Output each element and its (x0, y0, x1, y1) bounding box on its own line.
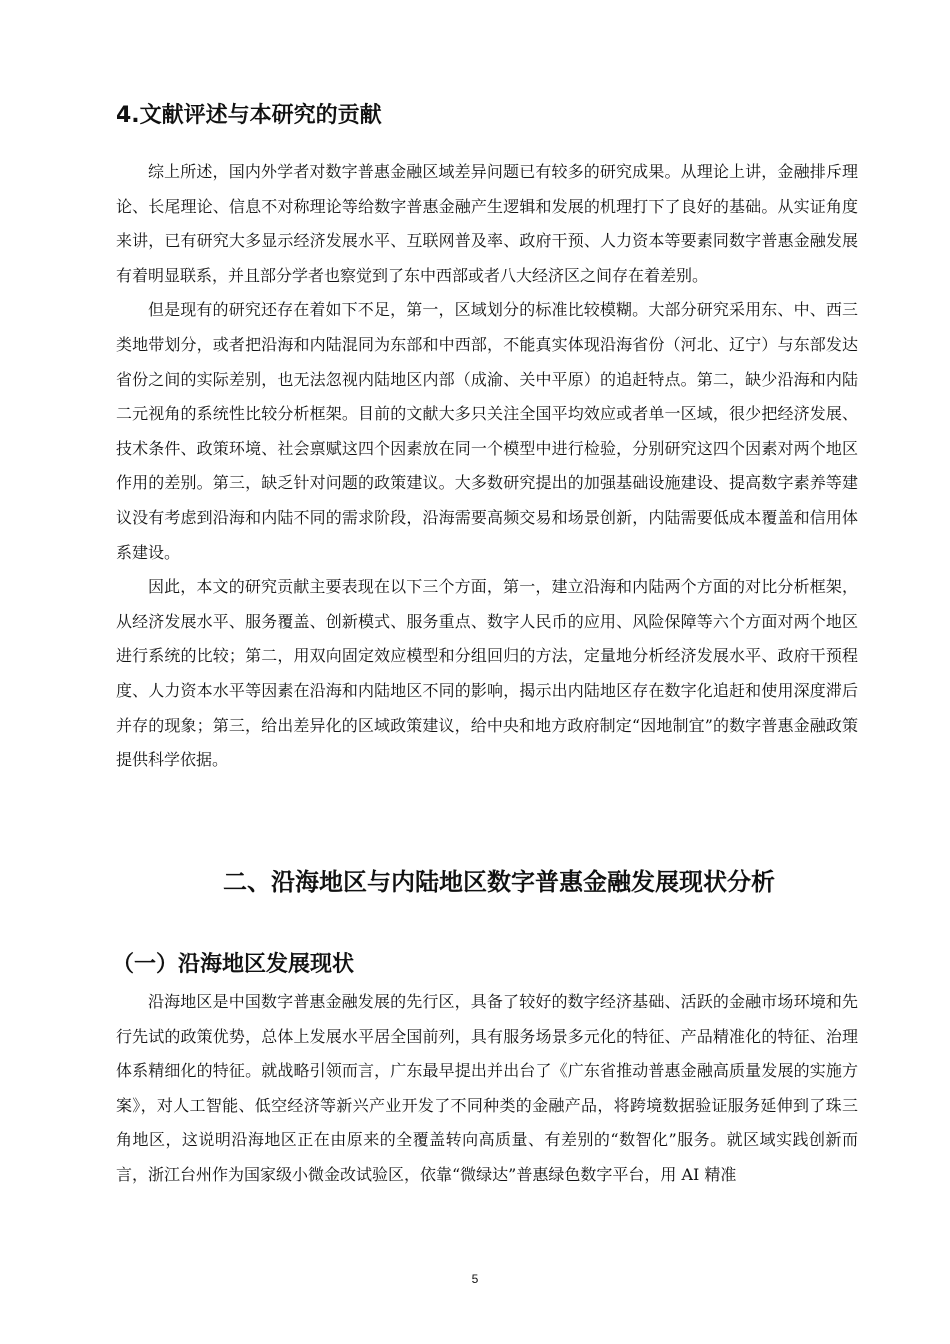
subsection-body (116, 985, 858, 1193)
section-body (116, 155, 858, 778)
paragraph: 综上所述，国内外学者对数字普惠金融区域差异问题已有较多的研究成果。从理论上讲，金融排斥理论、长尾理论、信息不对称理论等给数字普惠金融产生逻辑和发展的机理打下了良好的基础。从实证角度来讲，已有研究大多显示经济发展水平、互联网普及率、政府干预、人力资本等要素同数字普惠金融发展有着明显联系，并且部分学者也察觉到了东中西部或者八大经济区之间存在着差别。 (116, 162, 858, 285)
section-heading: 4.文献评述与本研究的贡献 (116, 103, 382, 128)
page-number: 5 (471, 1272, 479, 1286)
paragraph: 因此，本文的研究贡献主要表现在以下三个方面，第一，建立沿海和内陆两个方面的对比分析框架，从经济发展水平、服务覆盖、创新模式、服务重点、数字人民币的应用、风险保障等六个方面对两个地区进行系统的比较；第二，用双向固定效应模型和分组回归的方法，定量地分析经济发展水平、政府干预程度、人力资本水平等因素在沿海和内陆地区不同的影响，揭示出内陆地区存在数字化追赶和使用深度滞后并存的现象；第三，给出差异化的区域政策建议，给中央和地方政府制定“因地制宜”的数字普惠金融政策提供科学依据。 (116, 577, 858, 770)
chapter-heading: 二、沿海地区与内陆地区数字普惠金融发展现状分析 (223, 868, 775, 896)
paragraph: 但是现有的研究还存在着如下不足，第一，区域划分的标准比较模糊。大部分研究采用东、中、西三类地带划分，或者把沿海和内陆混同为东部和中西部，不能真实体现沿海省份（河北、辽宁）与东部发达省份之间的实际差别，也无法忽视内陆地区内部（成渝、关中平原）的追赶特点。第二，缺少沿海和内陆二元视角的系统性比较分析框架。目前的文献大多只关注全国平均效应或者单一区域，很少把经济发展、技术条件、政策环境、社会禀赋这四个因素放在同一个模型中进行检验，分别研究这四个因素对两个地区作用的差别。第三，缺乏针对问题的政策建议。大多数研究提出的加强基础设施建设、提高数字素养等建议没有考虑到沿海和内陆不同的需求阶段，沿海需要高频交易和场景创新，内陆需要低成本覆盖和信用体系建设。 (116, 300, 858, 562)
subsection-heading: （一）沿海地区发展现状 (112, 952, 355, 977)
paragraph: 沿海地区是中国数字普惠金融发展的先行区，具备了较好的数字经济基础、活跃的金融市场环境和先行先试的政策优势，总体上发展水平居全国前列，具有服务场景多元化的特征、产品精准化的特征、治理体系精细化的特征。就战略引领而言，广东最早提出并出台了《广东省推动普惠金融高质量发展的实施方案》，对人工智能、低空经济等新兴产业开发了不同种类的金融产品，将跨境数据验证服务延伸到了珠三角地区，这说明沿海地区正在由原来的全覆盖转向高质量、有差别的“数智化”服务。就区域实践创新而言，浙江台州作为国家级小微金改试验区，依靠“微绿达”普惠绿色数字平台，用 AI 精准 (116, 992, 858, 1184)
